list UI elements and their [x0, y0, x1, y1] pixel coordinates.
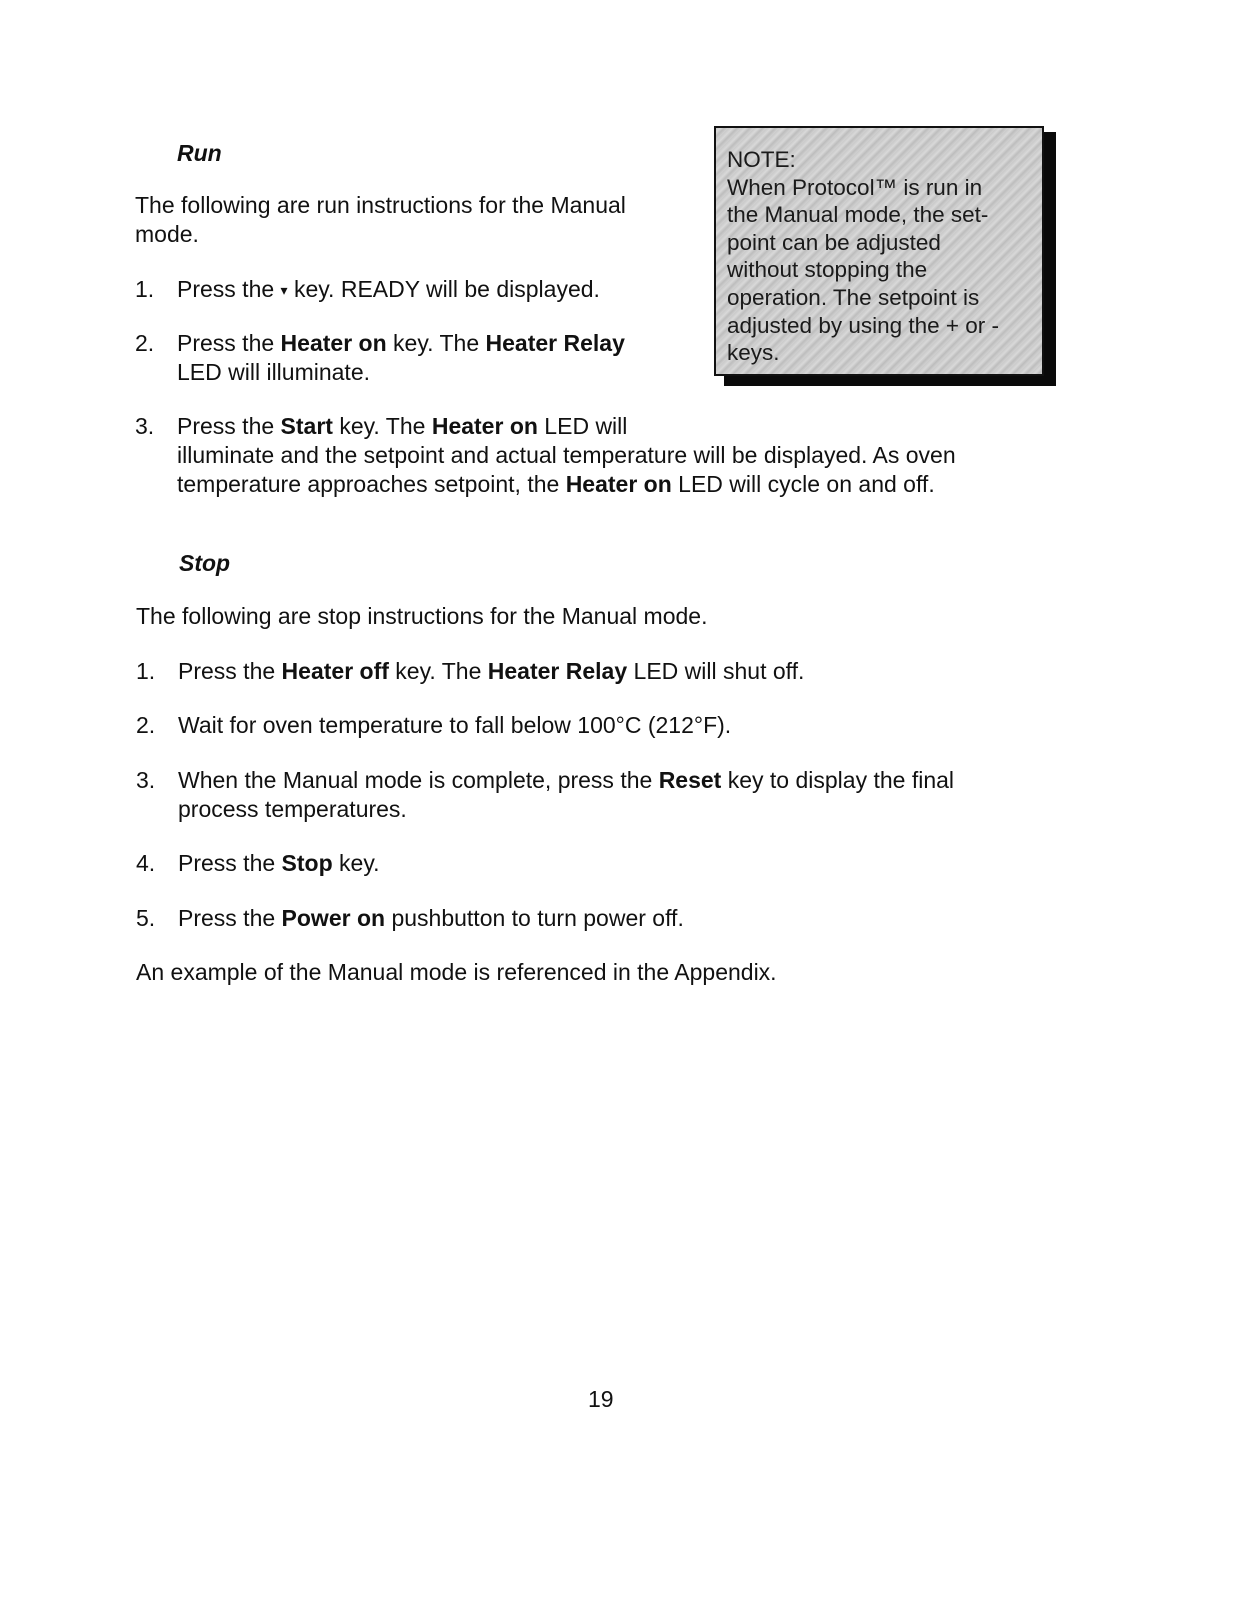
- run-step-1: [135, 275, 695, 305]
- stop-step-1: [136, 657, 1036, 687]
- step-text: temperature approaches setpoint, the: [177, 471, 566, 497]
- step-text: key. The: [388, 658, 488, 684]
- run-step-2: [135, 329, 695, 389]
- step-text: Press the: [178, 658, 282, 684]
- note-line: adjusted by using the + or -: [727, 312, 1000, 338]
- run-step-3: [135, 412, 1035, 502]
- step-text: Wait for oven temperature to fall below 100°C (212°F).: [178, 712, 732, 738]
- step-number: 1.: [136, 658, 156, 684]
- step-number: 1.: [135, 276, 155, 302]
- page-number: 19: [588, 1386, 614, 1412]
- key-label: Reset: [658, 767, 722, 793]
- step-text: process temperatures.: [178, 796, 407, 822]
- step-number: 3.: [135, 413, 155, 439]
- step-number: 3.: [136, 767, 156, 793]
- step-text: LED will shut off.: [627, 658, 805, 684]
- step-text: Press the: [177, 276, 281, 302]
- step-text: LED will cycle on and off.: [671, 471, 935, 497]
- step-text: key.: [332, 850, 380, 876]
- step-number: 2.: [135, 330, 155, 356]
- step-text: key. The: [332, 413, 432, 439]
- step-text: Press the: [177, 330, 281, 356]
- led-label: Heater Relay: [485, 330, 625, 356]
- stop-step-3: [136, 766, 1036, 826]
- step-text: illuminate and the setpoint and actual temperature will be displayed. As oven: [177, 442, 956, 468]
- step-text: key. READY will be displayed.: [287, 276, 600, 302]
- run-intro-line2: mode.: [135, 221, 199, 247]
- step-text: Press the: [178, 905, 282, 931]
- led-label: Heater Relay: [487, 658, 628, 684]
- key-label: Power on: [281, 905, 386, 931]
- stop-heading: Stop: [179, 550, 231, 576]
- step-number: 5.: [136, 905, 156, 931]
- step-text: LED will illuminate.: [177, 359, 371, 385]
- step-text: pushbutton to turn power off.: [385, 905, 684, 931]
- note-line: keys.: [727, 340, 780, 366]
- key-label: Stop: [281, 850, 333, 876]
- step-number: 4.: [136, 850, 156, 876]
- appendix-reference: An example of the Manual mode is referenced in the Appendix.: [136, 959, 777, 985]
- note-box: [714, 126, 1044, 376]
- note-line: When Protocol™ is run in: [727, 174, 983, 200]
- step-text: LED will: [537, 413, 628, 439]
- step-number: 2.: [136, 712, 156, 738]
- step-text: When the Manual mode is complete, press the: [178, 767, 659, 793]
- key-label: Heater on: [280, 330, 387, 356]
- key-label: Start: [280, 413, 333, 439]
- step-text: Press the: [178, 850, 282, 876]
- step-text: Press the: [177, 413, 281, 439]
- stop-intro: The following are stop instructions for the Manual mode.: [136, 603, 708, 629]
- down-arrow-icon: ▾: [280, 282, 288, 298]
- run-intro-line1: The following are run instructions for the Manual: [135, 192, 626, 218]
- note-title: NOTE:: [727, 147, 796, 172]
- run-intro: [135, 191, 626, 249]
- note-line: without stopping the: [727, 257, 928, 283]
- run-heading: Run: [177, 140, 222, 166]
- led-label: Heater on: [565, 471, 672, 497]
- note-line: point can be adjusted: [727, 229, 941, 255]
- stop-step-4: [136, 849, 1036, 879]
- step-text: key to display the final: [721, 767, 955, 793]
- stop-step-5: [136, 904, 1036, 934]
- stop-step-2: [136, 711, 1036, 741]
- step-text: key. The: [386, 330, 486, 356]
- note-line: operation. The setpoint is: [727, 284, 980, 310]
- key-label: Heater off: [281, 658, 389, 684]
- led-label: Heater on: [431, 413, 538, 439]
- note-line: the Manual mode, the set-: [727, 202, 989, 228]
